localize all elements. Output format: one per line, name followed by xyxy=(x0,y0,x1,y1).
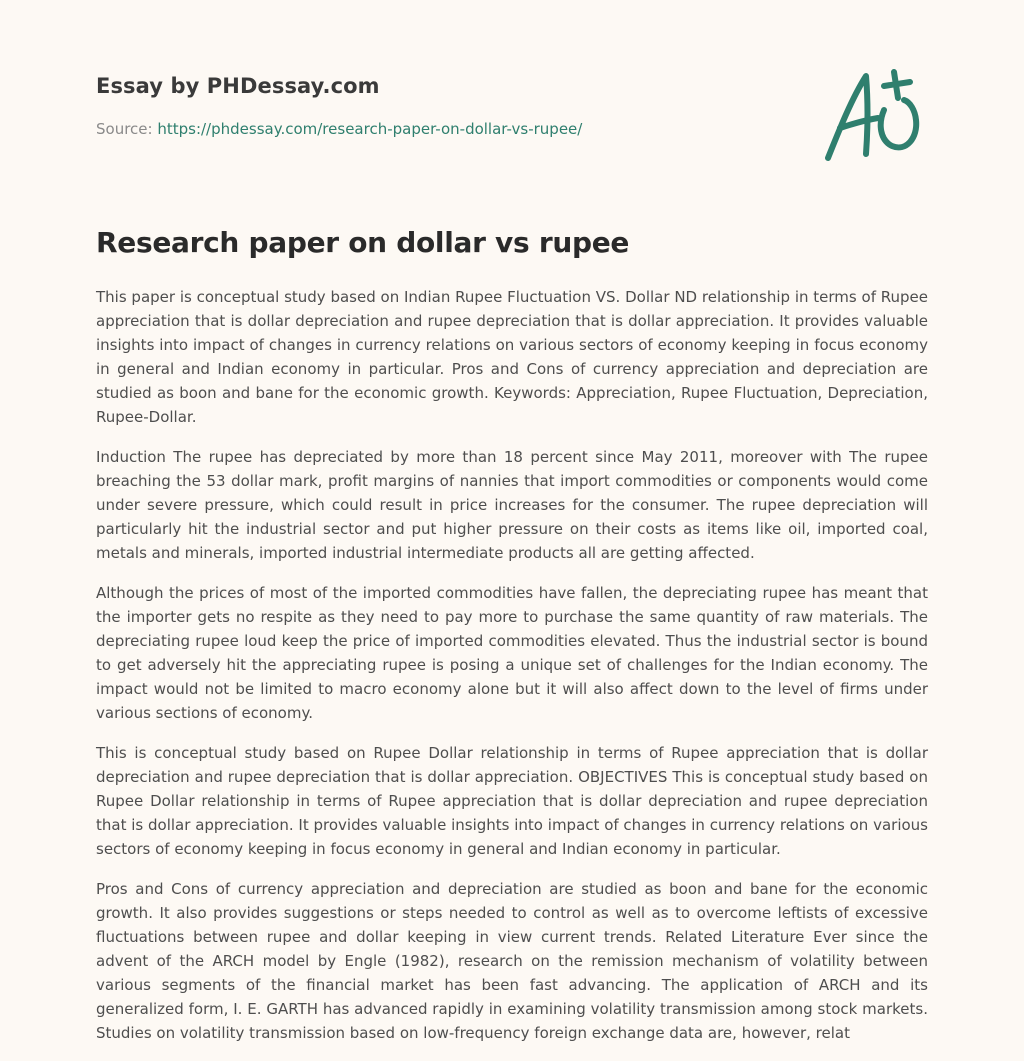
paragraph-4: This is conceptual study based on Rupee Dollar relationship in terms of Rupee appreciation that is dollar depreciation and rupee depreciation that is dollar appreciation. OBJECTIVES This is conceptual study based on Rupee Dollar relationship in terms of Rupee appreciation that is dollar depreciation and rupee depreciation that is dollar appreciation. It provides valuable insights into impact of changes in currency relations on various sectors of economy keeping in focus economy in general and Indian economy in particular. xyxy=(96,744,928,858)
article xyxy=(96,226,928,1061)
paragraph-2: Induction The rupee has depreciated by more than 18 percent since May 2011, moreover with The rupee breaching the 53 dollar mark, profit margins of nannies that import commodities or components would come under severe pressure, which could result in price increases for the consumer. The rupee depreciation will particularly hit the industrial sector and put higher pressure on their costs as items like oil, imported coal, metals and minerals, imported industrial intermediate products all are getting affected. xyxy=(96,448,928,562)
source-line xyxy=(96,120,796,138)
paragraph-1: This paper is conceptual study based on Indian Rupee Fluctuation VS. Dollar ND relationship in terms of Rupee appreciation that is dollar depreciation and rupee depreciation that is dollar appreciation. It provides valuable insights into impact of changes in currency relations on various sectors of economy keeping in focus economy in general and Indian economy in particular. Pros and Cons of currency appreciation and depreciation are studied as boon and bane for the economic growth. Keywords: Appreciation, Rupee Fluctuation, Depreciation, Rupee-Dollar. xyxy=(96,288,928,426)
source-link[interactable]: https://phdessay.com/research-paper-on-dollar-vs-rupee/ xyxy=(157,120,583,138)
paragraph-5: Pros and Cons of currency appreciation and depreciation are studied as boon and bane for the economic growth. It also provides suggestions or steps needed to control as well as to overcome leftists of excessive fluctuations between rupee and dollar keeping in view current trends. Related Literature Ever since the advent of the ARCH model by Engle (1982), research on the remission mechanism of volatility between various segments of the financial market has been fast advancing. The application of ARCH and its generalized form, I. E. GARTH has advanced rapidly in examining volatility transmission among stock markets. Studies on volatility transmission based on low-frequency foreign exchange data are, however, relat xyxy=(96,880,928,1042)
site-title: Essay by PHDessay.com xyxy=(96,74,380,98)
page-header xyxy=(96,74,796,138)
paragraph-3: Although the prices of most of the imported commodities have fallen, the depreciating rupee has meant that the importer gets no respite as they need to pay more to purchase the same quantity of raw materials. The depreciating rupee loud keep the price of imported commodities elevated. Thus the industrial sector is bound to get adversely hit the appreciating rupee is posing a unique set of challenges for the Indian economy. The impact would not be limited to macro economy alone but it will also affect down to the level of firms under various sections of economy. xyxy=(96,584,928,722)
source-label: Source: xyxy=(96,120,158,138)
page-title: Research paper on dollar vs rupee xyxy=(96,226,630,259)
a-plus-logo-icon xyxy=(818,66,930,166)
